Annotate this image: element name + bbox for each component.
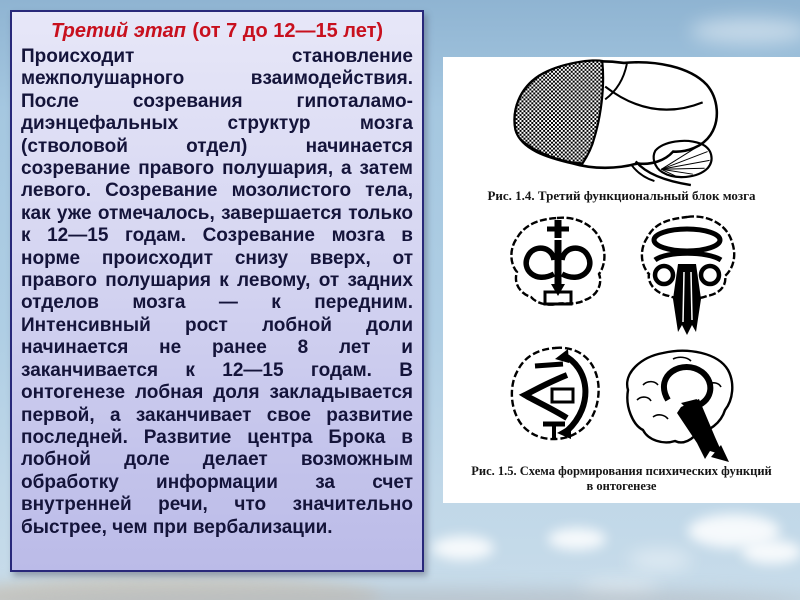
text-panel — [10, 10, 424, 572]
slide-title-emphasis: Третий этап — [50, 20, 186, 42]
brain-lateral-loop-figure — [613, 345, 741, 463]
cloud — [742, 540, 800, 564]
brain-lateral-figure — [506, 59, 728, 187]
figure-1-4-caption: Рис. 1.4. Третий функциональный блок мозга — [487, 188, 756, 203]
slide-title-range: (от 7 до 12—15 лет) — [192, 20, 384, 42]
cloud — [548, 528, 606, 550]
figure-1-5-caption-line2: в онтогенезе — [586, 479, 657, 493]
figure-1-5-caption — [443, 464, 800, 494]
figure-panel — [443, 57, 800, 503]
cloud — [432, 536, 494, 560]
figure-1-5-caption-line1: Рис. 1.5. Схема формирования психических функций — [471, 464, 772, 478]
slide-body-text: Происходит становление межполушарного взаимодействия. После созревания гипоталамо-диэнцефальных структур мозга (стволовой отдел) начинается созревание правого полушария, а затем левого. Созревание мозолистого тела, как уже отмечалось, завершается только к 12—15 годам. Созревание мозга в норме происходит снизу вверх, от правого полушария к левому, от задних отделов мозга — к передним. Интенсивный рост лобной доли начинается не ранее 8 лет и заканчивается к 12—15 годам. В онтогенезе лобная доля закладывается первой, а заканчивает свое развитие последней. Развитие центра Брока в лобной доле делает возможным обработку информации за счет внутренней речи, что значительно быстрее, чем при вербализации. — [21, 46, 413, 538]
brain-coronal-trunk-figure — [635, 214, 741, 341]
cloud — [690, 18, 800, 44]
brain-coronal-loops-figure — [505, 214, 611, 310]
slide-title — [21, 18, 413, 44]
brain-axial-arrows-figure — [505, 345, 607, 444]
cloud — [628, 550, 692, 570]
